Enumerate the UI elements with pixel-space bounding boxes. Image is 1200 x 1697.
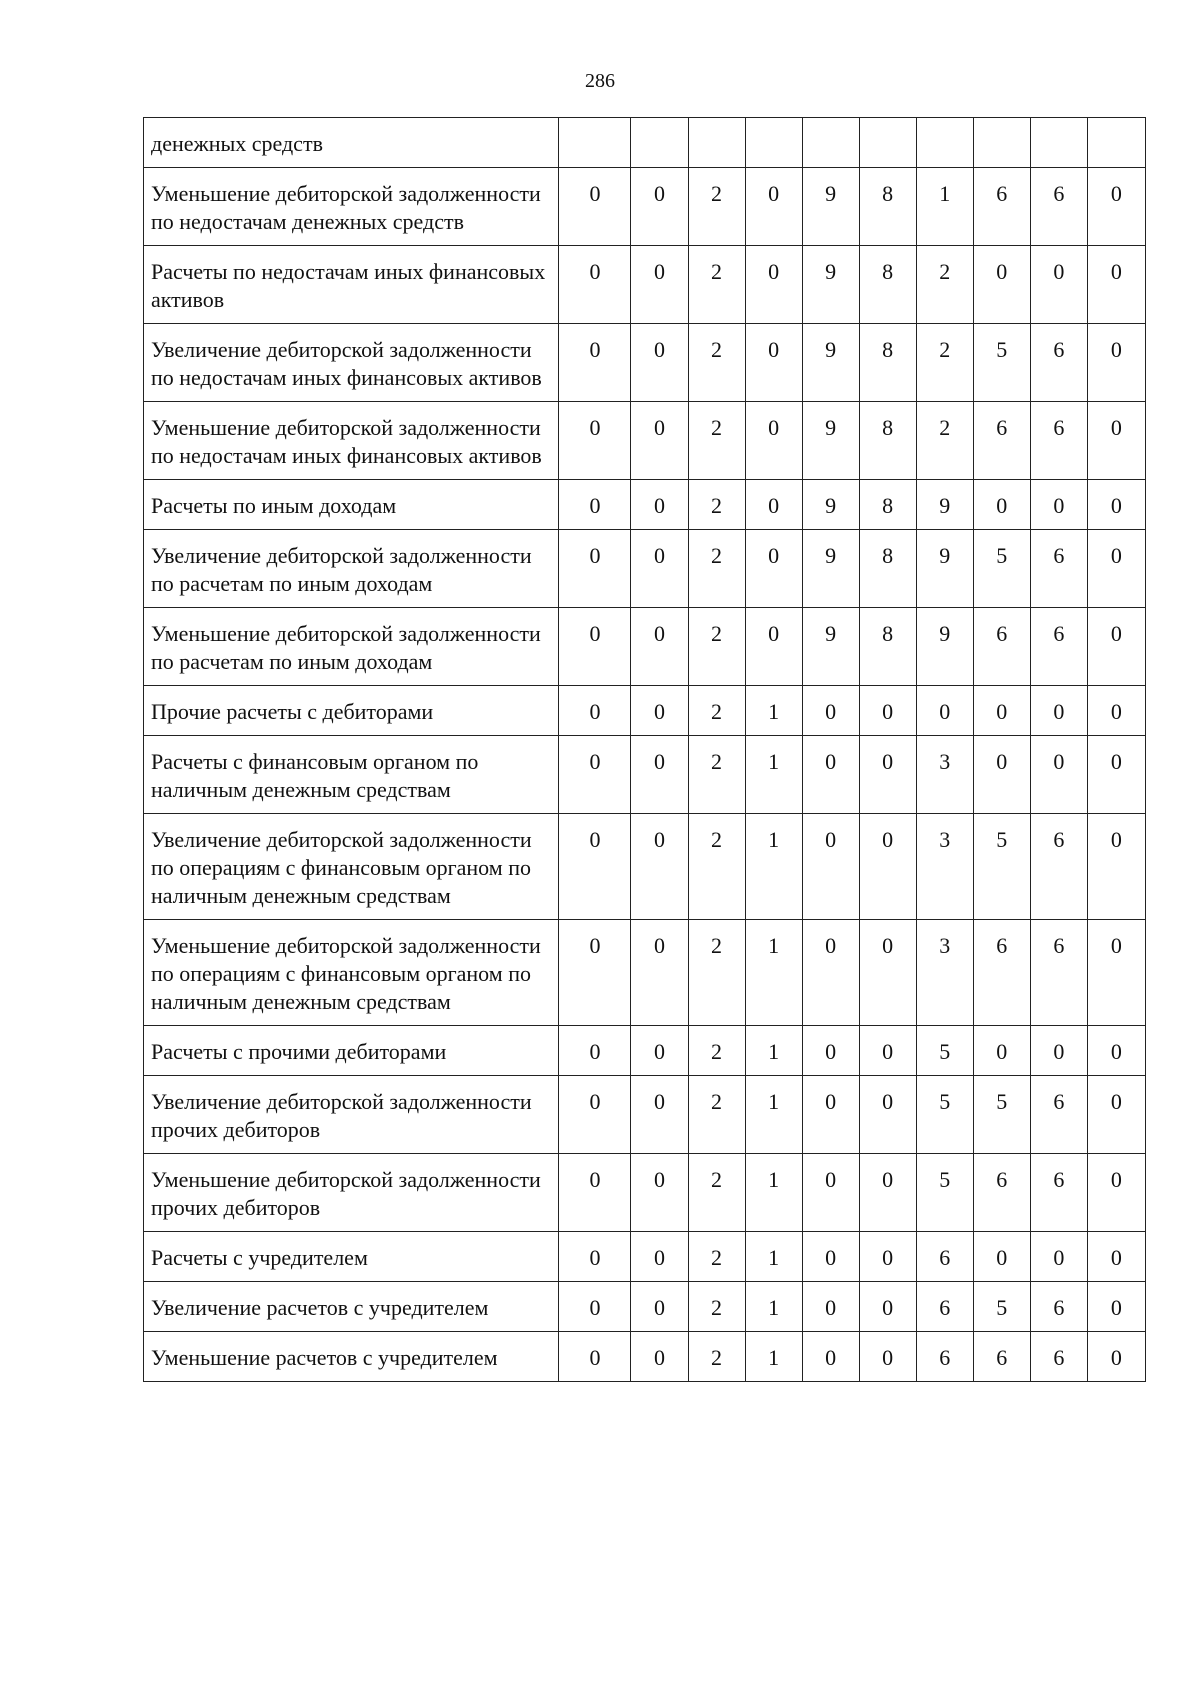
code-digit: 1 [745, 686, 802, 736]
code-digit: 5 [973, 324, 1030, 402]
code-digit: 0 [973, 1026, 1030, 1076]
code-digit: 0 [916, 686, 973, 736]
code-digit: 2 [688, 736, 745, 814]
code-digit: 0 [802, 1154, 859, 1232]
code-digit: 0 [745, 530, 802, 608]
code-digit: 0 [973, 736, 1030, 814]
code-digit: 0 [1087, 608, 1145, 686]
code-digit: 2 [688, 1282, 745, 1332]
code-digit: 2 [688, 920, 745, 1026]
code-digit: 2 [916, 246, 973, 324]
code-digit: 6 [1030, 1332, 1087, 1382]
code-digit: 0 [802, 1076, 859, 1154]
code-digit: 2 [688, 1232, 745, 1282]
code-digit: 0 [631, 324, 688, 402]
code-digit: 0 [1087, 1232, 1145, 1282]
row-label: Уменьшение расчетов с учредителем [144, 1332, 559, 1382]
code-digit: 0 [559, 1154, 631, 1232]
code-digit: 9 [802, 608, 859, 686]
code-digit: 0 [859, 1076, 916, 1154]
code-digit: 0 [631, 736, 688, 814]
code-digit: 5 [916, 1026, 973, 1076]
code-digit: 0 [631, 686, 688, 736]
code-digit: 6 [973, 608, 1030, 686]
table-row [144, 118, 1146, 168]
code-digit: 0 [1087, 736, 1145, 814]
code-digit: 0 [859, 1332, 916, 1382]
code-digit: 0 [1030, 480, 1087, 530]
row-label: Уменьшение дебиторской задолженности по недостачам денежных средств [144, 168, 559, 246]
code-digit: 0 [559, 1232, 631, 1282]
table-row [144, 530, 1146, 608]
code-digit: 0 [745, 168, 802, 246]
code-digit: 0 [559, 1076, 631, 1154]
code-digit: 6 [1030, 324, 1087, 402]
code-digit: 0 [802, 1332, 859, 1382]
code-digit: 0 [631, 608, 688, 686]
code-digit: 2 [688, 246, 745, 324]
code-digit: 0 [559, 1332, 631, 1382]
code-digit: 0 [973, 1232, 1030, 1282]
code-digit: 2 [688, 530, 745, 608]
code-digit: 0 [559, 480, 631, 530]
code-digit: 5 [916, 1154, 973, 1232]
code-digit: 2 [688, 480, 745, 530]
code-digit [859, 118, 916, 168]
code-digit: 0 [559, 920, 631, 1026]
code-digit: 0 [1030, 736, 1087, 814]
code-digit: 0 [859, 736, 916, 814]
code-digit: 0 [1087, 920, 1145, 1026]
code-digit: 8 [859, 324, 916, 402]
code-digit: 0 [802, 1232, 859, 1282]
table-row [144, 686, 1146, 736]
code-digit: 0 [631, 1076, 688, 1154]
code-digit: 0 [1087, 324, 1145, 402]
code-digit: 6 [916, 1332, 973, 1382]
code-digit: 6 [973, 1154, 1030, 1232]
code-digit: 0 [631, 530, 688, 608]
code-digit: 0 [973, 246, 1030, 324]
code-digit: 0 [802, 686, 859, 736]
page-number: 286 [585, 70, 615, 92]
code-digit: 2 [688, 168, 745, 246]
code-digit: 0 [1087, 1154, 1145, 1232]
code-digit: 0 [745, 402, 802, 480]
table-row [144, 1332, 1146, 1382]
code-digit: 0 [745, 324, 802, 402]
code-digit: 0 [1087, 686, 1145, 736]
table-row [144, 1076, 1146, 1154]
code-digit: 8 [859, 480, 916, 530]
code-digit: 9 [802, 480, 859, 530]
table-row [144, 1026, 1146, 1076]
code-digit: 1 [745, 920, 802, 1026]
code-digit: 0 [559, 686, 631, 736]
code-digit: 5 [973, 1076, 1030, 1154]
code-digit [688, 118, 745, 168]
code-digit: 9 [802, 324, 859, 402]
code-digit: 0 [745, 608, 802, 686]
table-row [144, 920, 1146, 1026]
row-label: денежных средств [144, 118, 559, 168]
code-digit: 0 [802, 736, 859, 814]
code-digit: 0 [1087, 1282, 1145, 1332]
code-digit: 2 [688, 1332, 745, 1382]
code-digit: 2 [688, 324, 745, 402]
code-digit: 6 [916, 1232, 973, 1282]
code-digit: 0 [631, 814, 688, 920]
code-digit: 8 [859, 402, 916, 480]
code-digit: 6 [973, 168, 1030, 246]
code-digit: 0 [559, 814, 631, 920]
code-digit: 0 [802, 1282, 859, 1332]
code-digit: 8 [859, 168, 916, 246]
code-digit: 8 [859, 608, 916, 686]
row-label: Уменьшение дебиторской задолженности по недостачам иных финансовых активов [144, 402, 559, 480]
code-digit: 0 [745, 246, 802, 324]
code-digit: 2 [688, 686, 745, 736]
table-row [144, 324, 1146, 402]
row-label: Уменьшение дебиторской задолженности по операциям с финансовым органом по наличным денежным средствам [144, 920, 559, 1026]
code-digit: 0 [631, 168, 688, 246]
code-digit: 9 [802, 246, 859, 324]
code-digit: 9 [802, 168, 859, 246]
code-digit: 0 [1030, 686, 1087, 736]
row-label: Расчеты по недостачам иных финансовых активов [144, 246, 559, 324]
table-row [144, 1154, 1146, 1232]
code-digit: 0 [559, 168, 631, 246]
code-digit: 0 [1087, 168, 1145, 246]
code-digit: 0 [559, 736, 631, 814]
code-digit: 2 [688, 608, 745, 686]
code-digit: 0 [1087, 402, 1145, 480]
code-digit: 0 [559, 402, 631, 480]
code-digit: 0 [631, 1154, 688, 1232]
code-digit: 0 [631, 246, 688, 324]
row-label: Уменьшение дебиторской задолженности прочих дебиторов [144, 1154, 559, 1232]
code-digit: 0 [1087, 480, 1145, 530]
code-digit: 0 [859, 1282, 916, 1332]
code-digit: 9 [916, 480, 973, 530]
code-digit: 1 [745, 1282, 802, 1332]
code-digit [745, 118, 802, 168]
code-digit: 0 [631, 1332, 688, 1382]
row-label: Расчеты с прочими дебиторами [144, 1026, 559, 1076]
code-digit: 5 [916, 1076, 973, 1154]
code-digit: 0 [631, 1232, 688, 1282]
row-label: Увеличение дебиторской задолженности по операциям с финансовым органом по наличным денежным средствам [144, 814, 559, 920]
code-digit: 6 [973, 1332, 1030, 1382]
code-digit: 0 [802, 1026, 859, 1076]
code-digit: 9 [802, 530, 859, 608]
code-digit: 9 [916, 608, 973, 686]
row-label: Увеличение расчетов с учредителем [144, 1282, 559, 1332]
code-digit: 0 [631, 1026, 688, 1076]
code-digit: 0 [1030, 1232, 1087, 1282]
code-digit: 3 [916, 920, 973, 1026]
code-digit: 2 [916, 402, 973, 480]
code-digit: 2 [688, 1154, 745, 1232]
code-digit: 0 [1087, 1026, 1145, 1076]
code-digit: 0 [559, 608, 631, 686]
code-digit [1087, 118, 1145, 168]
code-digit: 0 [1087, 530, 1145, 608]
code-digit: 6 [973, 920, 1030, 1026]
code-digit [559, 118, 631, 168]
code-digit: 0 [559, 1026, 631, 1076]
code-digit: 1 [916, 168, 973, 246]
code-digit: 1 [745, 1154, 802, 1232]
code-digit: 6 [1030, 530, 1087, 608]
code-digit: 6 [1030, 920, 1087, 1026]
row-label: Увеличение дебиторской задолженности по недостачам иных финансовых активов [144, 324, 559, 402]
row-label: Прочие расчеты с дебиторами [144, 686, 559, 736]
code-digit: 6 [973, 402, 1030, 480]
code-digit: 0 [631, 402, 688, 480]
code-digit: 5 [973, 530, 1030, 608]
table-row [144, 246, 1146, 324]
code-digit: 0 [1087, 1332, 1145, 1382]
row-label: Увеличение дебиторской задолженности прочих дебиторов [144, 1076, 559, 1154]
table-row [144, 1232, 1146, 1282]
table-row [144, 608, 1146, 686]
code-digit [631, 118, 688, 168]
code-digit: 6 [1030, 1282, 1087, 1332]
code-digit: 6 [1030, 814, 1087, 920]
code-digit [1030, 118, 1087, 168]
code-digit: 3 [916, 736, 973, 814]
code-digit: 0 [973, 686, 1030, 736]
code-digit: 0 [1030, 1026, 1087, 1076]
code-digit: 0 [859, 686, 916, 736]
row-label: Увеличение дебиторской задолженности по расчетам по иным доходам [144, 530, 559, 608]
code-digit: 0 [559, 246, 631, 324]
table-row [144, 480, 1146, 530]
code-digit: 0 [559, 530, 631, 608]
code-digit: 2 [916, 324, 973, 402]
code-digit: 2 [688, 1076, 745, 1154]
row-label: Уменьшение дебиторской задолженности по расчетам по иным доходам [144, 608, 559, 686]
code-digit [802, 118, 859, 168]
code-digit: 1 [745, 1232, 802, 1282]
table-body [144, 118, 1146, 1382]
code-digit: 6 [1030, 1076, 1087, 1154]
code-digit: 0 [745, 480, 802, 530]
row-label: Расчеты по иным доходам [144, 480, 559, 530]
code-digit: 5 [973, 814, 1030, 920]
code-digit: 1 [745, 1076, 802, 1154]
code-digit: 6 [1030, 1154, 1087, 1232]
code-digit: 6 [916, 1282, 973, 1332]
code-digit: 1 [745, 736, 802, 814]
code-digit: 6 [1030, 608, 1087, 686]
code-digit: 2 [688, 814, 745, 920]
code-digit: 2 [688, 402, 745, 480]
code-digit: 0 [973, 480, 1030, 530]
table-row [144, 402, 1146, 480]
row-label: Расчеты с учредителем [144, 1232, 559, 1282]
code-digit: 0 [859, 814, 916, 920]
code-digit [973, 118, 1030, 168]
code-digit: 0 [559, 1282, 631, 1332]
code-digit: 0 [859, 920, 916, 1026]
code-digit: 0 [859, 1154, 916, 1232]
code-digit: 0 [802, 920, 859, 1026]
code-digit: 1 [745, 1332, 802, 1382]
code-digit: 1 [745, 1026, 802, 1076]
code-digit: 0 [631, 480, 688, 530]
code-digit: 2 [688, 1026, 745, 1076]
code-digit: 0 [859, 1232, 916, 1282]
code-digit [916, 118, 973, 168]
table-row [144, 168, 1146, 246]
code-digit: 0 [1087, 1076, 1145, 1154]
code-digit: 3 [916, 814, 973, 920]
code-digit: 0 [802, 814, 859, 920]
table-row [144, 1282, 1146, 1332]
code-digit: 8 [859, 530, 916, 608]
code-digit: 0 [559, 324, 631, 402]
code-digit: 0 [1030, 246, 1087, 324]
code-digit: 9 [802, 402, 859, 480]
account-codes-table [143, 117, 1146, 1382]
code-digit: 8 [859, 246, 916, 324]
code-digit: 0 [631, 1282, 688, 1332]
code-digit: 6 [1030, 402, 1087, 480]
code-digit: 0 [1087, 814, 1145, 920]
code-digit: 1 [745, 814, 802, 920]
code-digit: 0 [1087, 246, 1145, 324]
row-label: Расчеты с финансовым органом по наличным денежным средствам [144, 736, 559, 814]
code-digit: 5 [973, 1282, 1030, 1332]
code-digit: 0 [631, 920, 688, 1026]
code-digit: 0 [859, 1026, 916, 1076]
table-row [144, 814, 1146, 920]
code-digit: 9 [916, 530, 973, 608]
code-digit: 6 [1030, 168, 1087, 246]
table-row [144, 736, 1146, 814]
